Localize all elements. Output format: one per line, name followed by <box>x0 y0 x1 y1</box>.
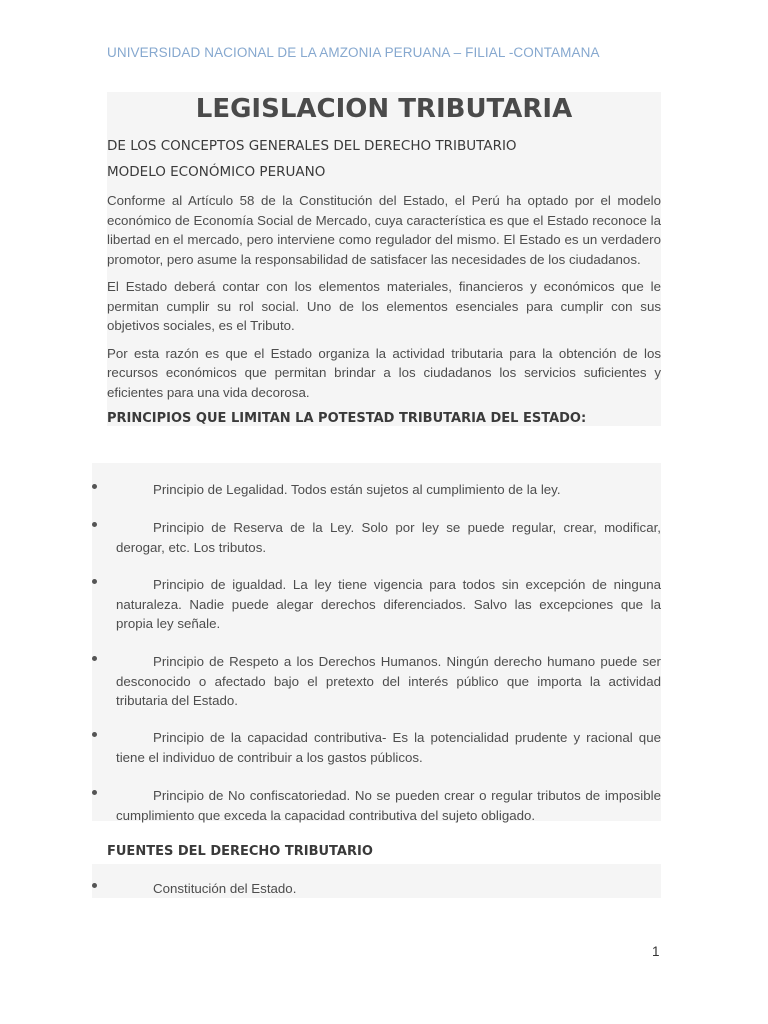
principle-non-confiscation <box>92 786 661 825</box>
paragraph-constitution: Conforme al Artículo 58 de la Constitución del Estado, el Perú ha optado por el modelo económico de Economía Social de Mercado, cuya característica es que el Estado reconoce la libertad en el mercado, pero interviene como regulador del mismo. El Estado es un verdadero promotor, pero asume la responsabilidad de satisfacer las necesidades de los ciudadanos. <box>107 193 661 267</box>
principle-legality <box>92 480 661 500</box>
page-number: 1 <box>652 944 660 959</box>
bullet-icon <box>92 883 97 888</box>
principle-equality <box>92 575 661 634</box>
list-item-text: Principio de Legalidad. Todos están sujetos al cumplimiento de la ley. <box>153 482 561 497</box>
subheading-economic-model: MODELO ECONÓMICO PERUANO <box>107 164 326 180</box>
principle-reserve-of-law <box>92 518 661 557</box>
bullet-icon <box>92 732 97 737</box>
bullet-icon <box>92 484 97 489</box>
bullet-icon <box>92 790 97 795</box>
paragraph-tax-activity: Por esta razón es que el Estado organiza la actividad tributaria para la obtención de los recursos económicos que permitan brindar a los ciudadanos los servicios suficientes y eficientes para una vida decorosa. <box>107 345 661 400</box>
bullet-icon <box>92 656 97 661</box>
document-title: LEGISLACION TRIBUTARIA <box>195 94 573 124</box>
list-item-text: Principio de No confiscatoriedad. No se pueden crear o regular tributos de imposible cumplimiento que exceda la capacidad contributiva del sujeto obligado. <box>116 788 661 823</box>
document-header: UNIVERSIDAD NACIONAL DE LA AMZONIA PERUANA – FILIAL -CONTAMANA <box>107 45 600 60</box>
source-constitution <box>92 879 661 899</box>
sources-heading: FUENTES DEL DERECHO TRIBUTARIO <box>107 844 373 859</box>
list-item-text: Principio de Respeto a los Derechos Humanos. Ningún derecho humano puede ser desconocido o afectado bajo el pretexto del interés público que importa la actividad tributaria del Estado. <box>116 654 661 708</box>
list-item-text: Principio de igualdad. La ley tiene vigencia para todos sin excepción de ninguna naturaleza. Nadie puede alegar derechos diferenciados. Salvo las excepciones que la propia ley señale. <box>116 577 661 631</box>
list-item-text: Principio de Reserva de la Ley. Solo por ley se puede regular, crear, modificar, derogar, etc. Los tributos. <box>116 520 661 555</box>
principle-human-rights <box>92 652 661 711</box>
list-item-text: Constitución del Estado. <box>153 881 297 896</box>
bullet-icon <box>92 522 97 527</box>
principles-list-background <box>92 463 661 821</box>
main-content-block <box>107 92 661 426</box>
principles-heading: PRINCIPIOS QUE LIMITAN LA POTESTAD TRIBUTARIA DEL ESTADO: <box>107 411 587 426</box>
subheading-concepts: DE LOS CONCEPTOS GENERALES DEL DERECHO TRIBUTARIO <box>107 138 517 154</box>
list-item-text: Principio de la capacidad contributiva- Es la potencialidad prudente y racional que tiene el individuo de contribuir a los gastos públicos. <box>116 730 661 765</box>
paragraph-state-elements: El Estado deberá contar con los elementos materiales, financieros y económicos que le permitan cumplir su rol social. Uno de los elementos esenciales para cumplir con sus objetivos sociales, es el Tributo. <box>107 279 661 333</box>
principle-contributive-capacity <box>92 728 661 767</box>
bullet-icon <box>92 579 97 584</box>
